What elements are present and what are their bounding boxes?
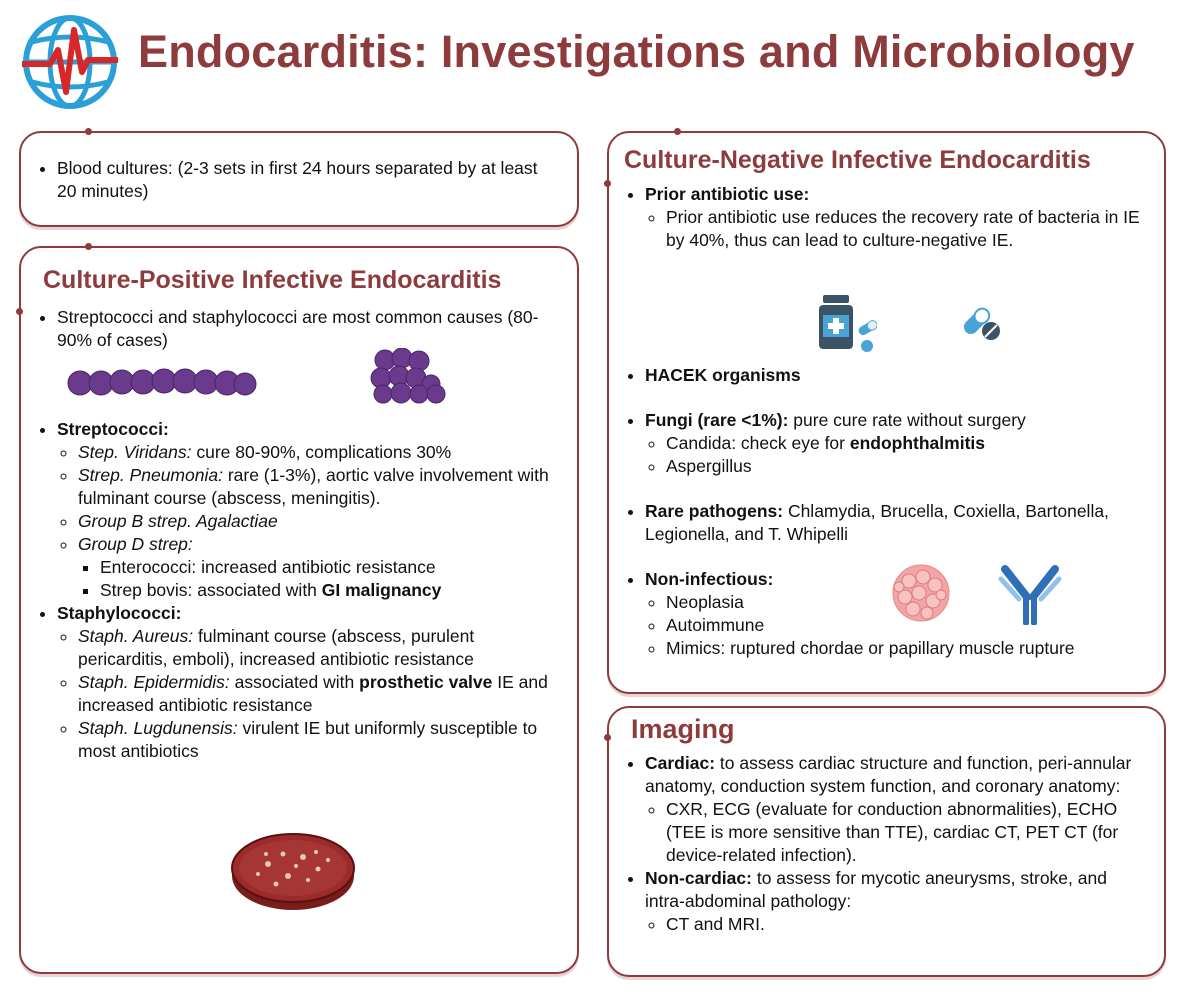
noncardiac-modalities-item: ◦ CT and MRI.: [666, 913, 1143, 936]
hacek-item: • HACEK organisms: [645, 364, 1153, 387]
candida-item: ◦ Candida: check eye for endophthalmitis: [666, 432, 1153, 455]
common-causes-item: • Streptococci and staphylococci are most common causes (80-90% of cases): [57, 306, 560, 352]
culture-negative-box: [607, 131, 1166, 694]
group-d-strep-item: ◦ Group D strep: ▪ Enterococci: increased antibiotic resistance ▪ Strep bovis: associated with GI malignancy: [78, 533, 565, 602]
aspergillus-item: ◦ Aspergillus: [666, 455, 1153, 478]
non-infectious-item: • Non-infectious: ◦ Neoplasia ◦ Autoimmune ◦ Mimics: ruptured chordae or papillary muscle rupture: [645, 568, 1153, 660]
globe-heartbeat-logo: [20, 12, 120, 112]
strep-viridans-item: ◦ Step. Viridans: cure 80-90%, complications 30%: [78, 441, 565, 464]
group-b-strep-item: ◦ Group B strep. Agalactiae: [78, 510, 565, 533]
prior-antibiotic-text: ◦ Prior antibiotic use reduces the recovery rate of bacteria in IE by 40%, thus can lead to culture-negative IE.: [666, 206, 1143, 252]
culture-positive-title: Culture-Positive Infective Endocarditis: [43, 266, 502, 294]
connector-dot: [85, 243, 92, 250]
connector-dot: [16, 308, 23, 315]
autoimmune-item: ◦ Autoimmune: [666, 614, 1153, 637]
medicine-bottle-icon: [817, 293, 877, 353]
staphylococci-heading: • Staphylococci: ◦ Staph. Aureus: fulminant course (abscess, purulent pericarditis, emboli), increased antibiotic resistance ◦ Staph. Epidermidis: associated with prosthetic valve IE and increased antibiotic resistance ◦ Staph. Lugdunensis: virulent IE but uniformly susceptible to most antibiotics: [57, 602, 565, 763]
cardiac-imaging-item: • Cardiac: to assess cardiac structure and function, peri-annular anatomy, conduction system function, and coronary anatomy: ◦ CXR, ECG (evaluate for conduction abnormalities), ECHO (TEE is more sensitive than TTE), cardiac CT, PET CT (for device-related infection).: [645, 752, 1143, 867]
connector-dot: [85, 128, 92, 135]
strep-pneumonia-item: ◦ Strep. Pneumonia: rare (1-3%), aortic valve involvement with fulminant course (abscess, meningitis).: [78, 464, 565, 510]
culture-negative-title: Culture-Negative Infective Endocarditis: [624, 146, 1091, 174]
staph-epidermidis-item: ◦ Staph. Epidermidis: associated with prosthetic valve IE and increased antibiotic resistance: [78, 671, 565, 717]
cardiac-modalities-item: ◦ CXR, ECG (evaluate for conduction abnormalities), ECHO (TEE is more sensitive than TTE), cardiac CT, PET CT (for device-related infection).: [666, 798, 1143, 867]
imaging-title: Imaging: [631, 714, 735, 744]
prior-antibiotic-heading: • Prior antibiotic use: ◦ Prior antibiotic use reduces the recovery rate of bacteria in IE by 40%, thus can lead to culture-negative IE.: [645, 183, 1143, 252]
tumor-cell-icon: [885, 559, 957, 627]
staphylococci-cluster-icon: [369, 348, 449, 406]
page-title: Endocarditis: Investigations and Microbiology: [138, 26, 1135, 77]
strep-bovis-item: ▪ Strep bovis: associated with GI malignancy: [100, 579, 565, 602]
connector-dot: [604, 734, 611, 741]
imaging-box: [607, 706, 1166, 977]
blood-cultures-box: [19, 131, 579, 227]
connector-dot: [674, 128, 681, 135]
antibody-icon: [997, 559, 1063, 625]
fungi-item: • Fungi (rare <1%): pure cure rate without surgery ◦ Candida: check eye for endophthalmitis ◦ Aspergillus: [645, 409, 1153, 478]
staph-aureus-item: ◦ Staph. Aureus: fulminant course (abscess, purulent pericarditis, emboli), increased antibiotic resistance: [78, 625, 565, 671]
noncardiac-imaging-item: • Non-cardiac: to assess for mycotic aneurysms, stroke, and intra-abdominal pathology: ◦ CT and MRI.: [645, 867, 1143, 936]
neoplasia-item: ◦ Neoplasia: [666, 591, 1153, 614]
connector-dot: [604, 180, 611, 187]
streptococci-chain-icon: [67, 366, 257, 400]
blood-cultures-item: • Blood cultures: (2-3 sets in first 24 hours separated by at least 20 minutes): [57, 157, 555, 203]
enterococci-item: ▪ Enterococci: increased antibiotic resistance: [100, 556, 565, 579]
petri-dish-icon: [228, 824, 358, 914]
culture-positive-box: [19, 246, 579, 974]
streptococci-heading: • Streptococci: ◦ Step. Viridans: cure 80-90%, complications 30% ◦ Strep. Pneumonia: rare (1-3%), aortic valve involvement with fulminant course (abscess, meningitis). ◦ Group B strep. Agalactiae ◦ Group D strep: ▪ Enterococci: increased antibiotic resistance ▪ Strep bovis: associated with GI malignancy: [57, 418, 565, 602]
capsule-pill-icon: [957, 303, 1003, 343]
staph-lugdunensis-item: ◦ Staph. Lugdunensis: virulent IE but uniformly susceptible to most antibiotics: [78, 717, 565, 763]
mimics-item: ◦ Mimics: ruptured chordae or papillary muscle rupture: [666, 637, 1153, 660]
rare-pathogens-item: • Rare pathogens: Chlamydia, Brucella, Coxiella, Bartonella, Legionella, and T. Whipelli: [645, 500, 1153, 546]
